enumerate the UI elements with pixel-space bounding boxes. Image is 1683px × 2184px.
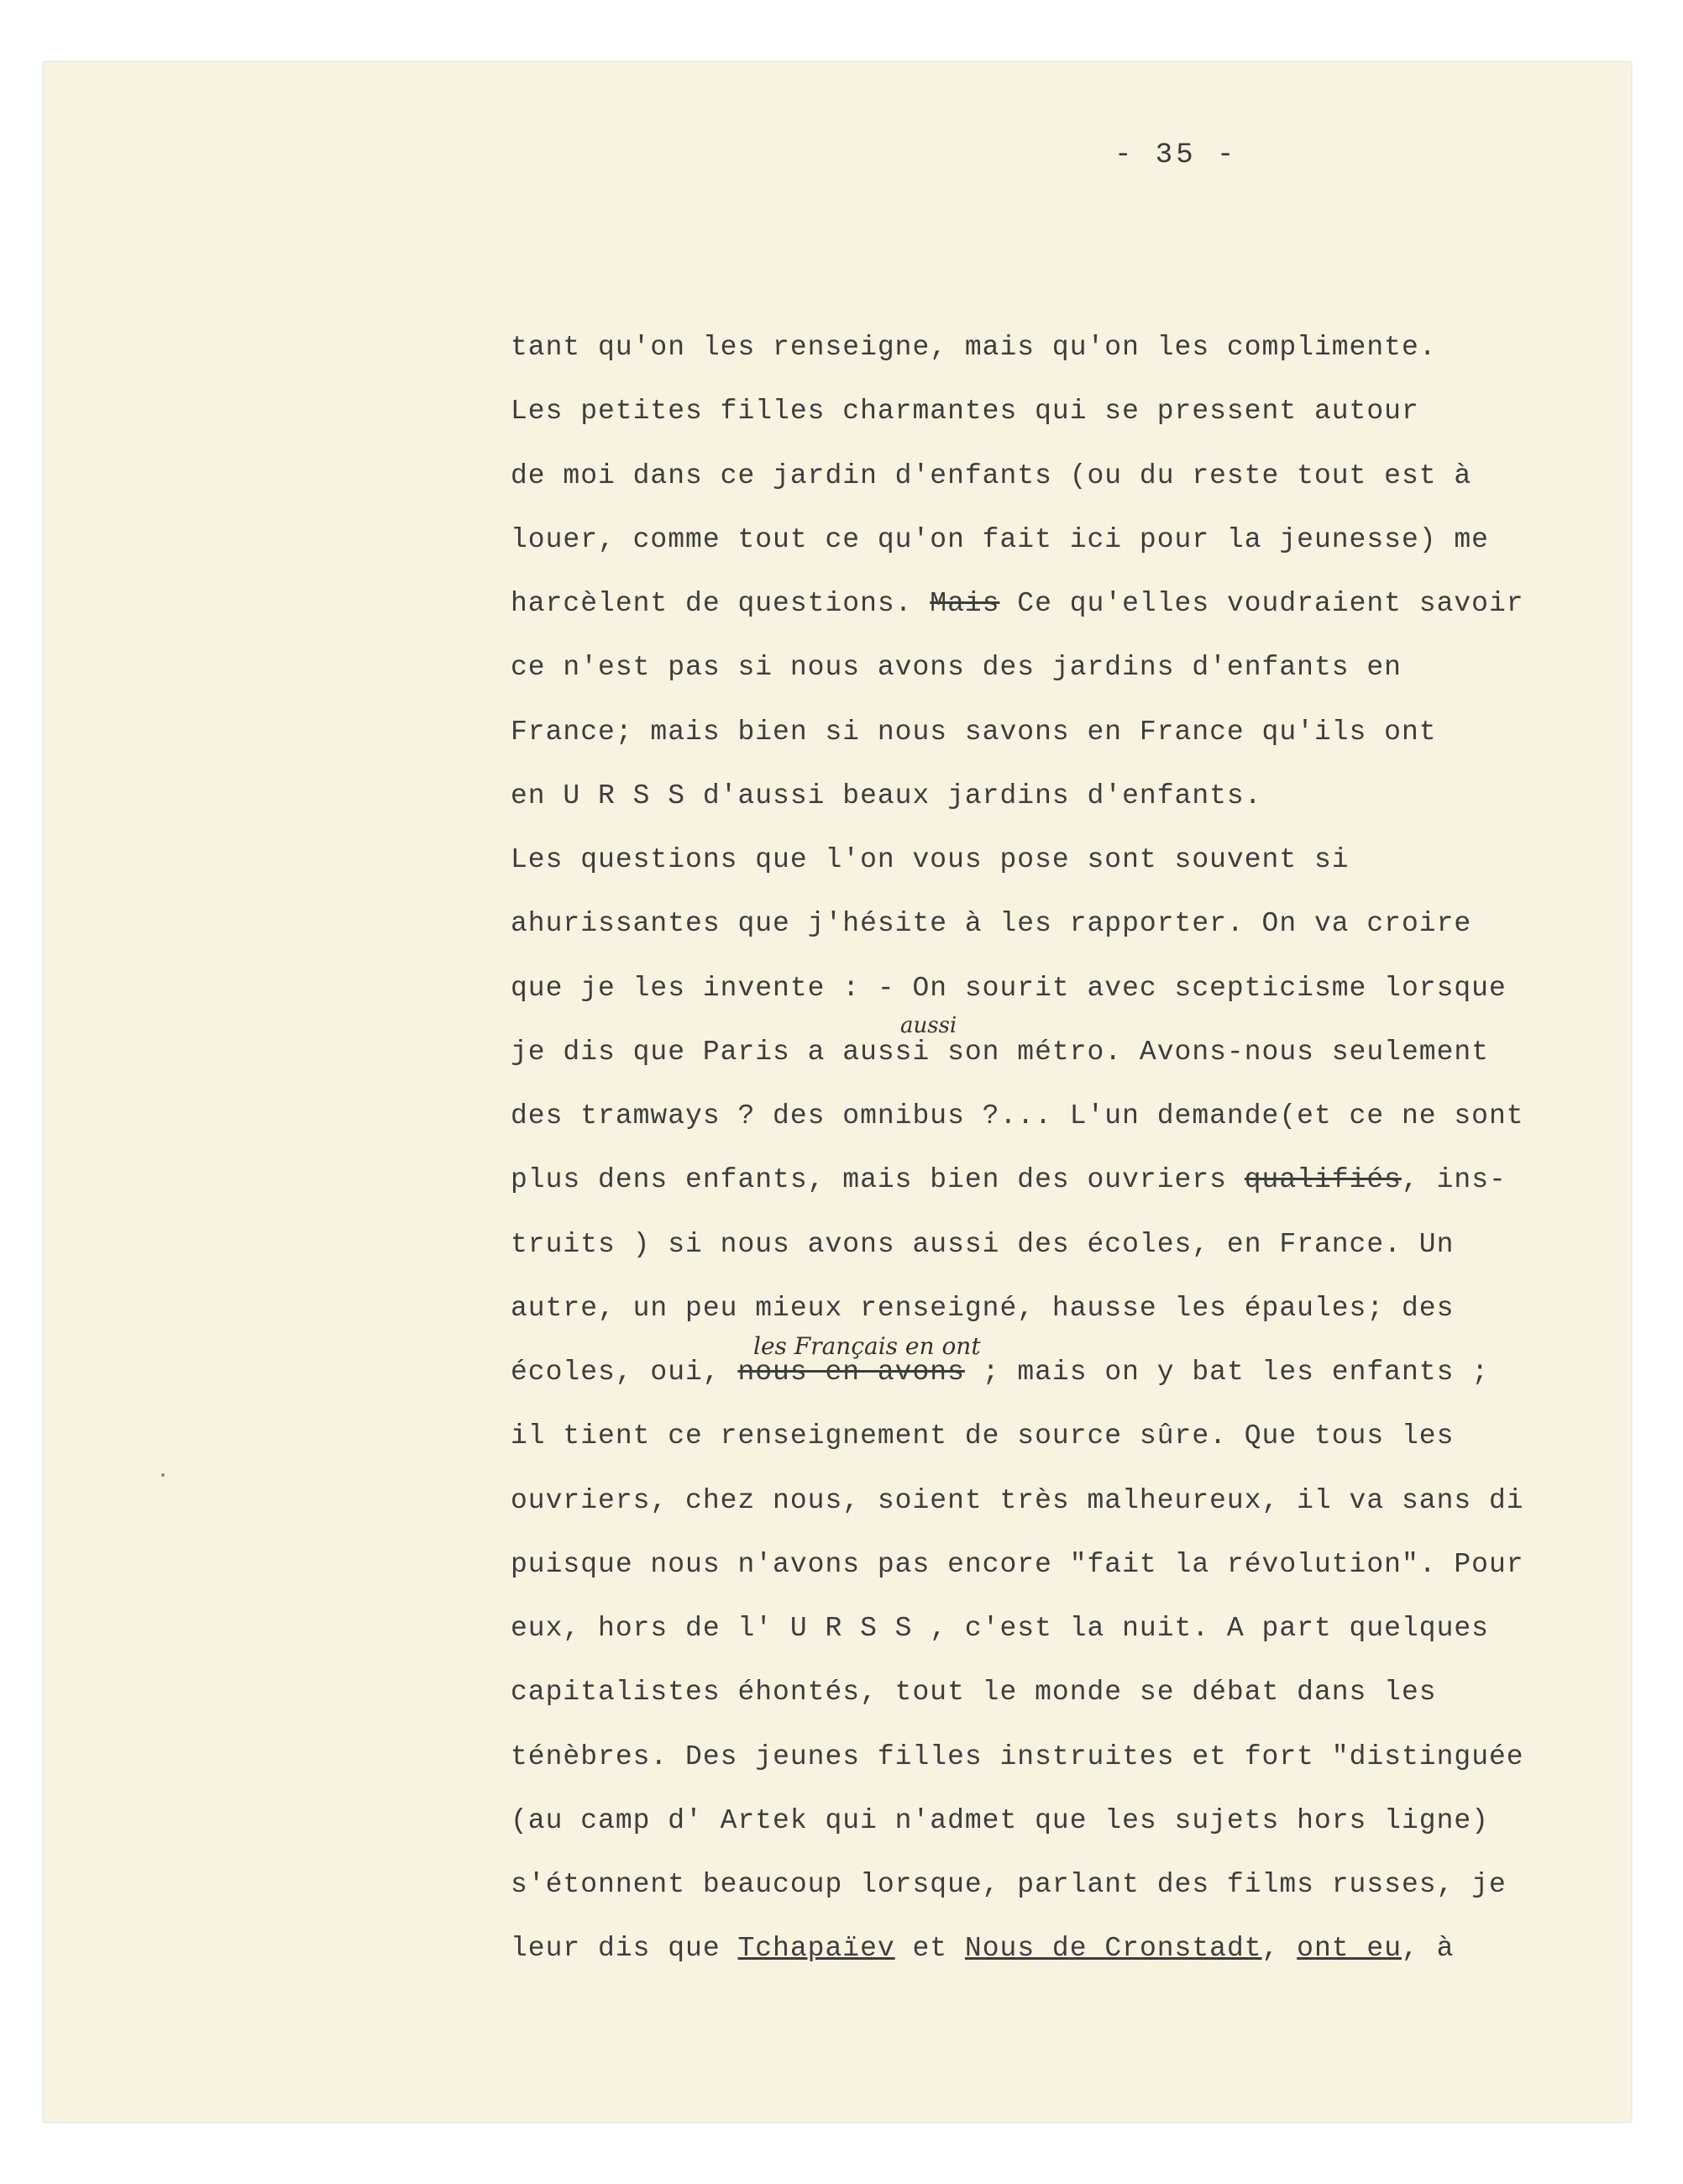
underlined-text: Tchapaïev — [737, 1933, 895, 1964]
handwritten-insert-les-francais: les Français en ont — [753, 1332, 981, 1360]
text-line — [511, 1740, 1524, 1774]
text-run: harcèlent de questions. — [511, 588, 931, 619]
text-line — [511, 1676, 1437, 1709]
text-line — [511, 1356, 1489, 1389]
text-run: Des jeunes filles instruites et fort "distinguée — [685, 1741, 1524, 1772]
text-run: écoles, oui, — [511, 1357, 738, 1388]
text-line — [511, 459, 1471, 493]
text-line — [511, 780, 1262, 813]
text-line — [511, 651, 1402, 685]
text-run: puisque nous n'avons pas encore "fait la révolution". Pour — [511, 1549, 1524, 1580]
text-run: autre, un peu mieux renseigné, hausse les épaules; des — [511, 1293, 1455, 1324]
text-line — [511, 1036, 1489, 1069]
text-run: des tramways ? des omnibus ?... L'un demande(et ce ne sont — [511, 1100, 1524, 1131]
text-run: et — [894, 1933, 965, 1964]
struck-text: qualifiés — [1244, 1164, 1402, 1195]
text-run: que je les invente : - On sourit avec scepticisme lorsque — [511, 973, 1507, 1004]
text-run: , — [1261, 1933, 1298, 1964]
page-number: - 35 - — [1114, 139, 1238, 171]
text-line — [511, 523, 1489, 557]
text-run: Les questions que l'on vous pose sont souvent si — [511, 844, 1350, 875]
text-run: je dis que Paris a aussi son métro. Avons-nous seulement — [511, 1037, 1489, 1068]
text-line — [511, 1804, 1489, 1838]
handwritten-insert-aussi: aussi — [900, 1013, 957, 1038]
text-line — [511, 843, 1350, 877]
text-run — [668, 1741, 685, 1772]
text-line — [511, 1420, 1454, 1453]
text-run: ; mais on y bat les enfants ; — [964, 1357, 1490, 1388]
text-line — [511, 1292, 1454, 1326]
text-line — [511, 1100, 1524, 1133]
text-line — [511, 1228, 1454, 1262]
text-run: ténèbres. — [511, 1741, 668, 1772]
text-line — [511, 1932, 1454, 1966]
text-run: France; mais bien si nous savons en France qu'ils ont — [511, 717, 1437, 748]
text-run: en U R S S d'aussi beaux jardins d'enfants. — [511, 780, 1262, 811]
text-line — [511, 907, 1471, 941]
underlined-text: ont eu — [1297, 1933, 1402, 1964]
underlined-text: Nous de Cronstadt — [964, 1933, 1262, 1964]
text-line — [511, 1868, 1507, 1902]
text-run: il tient ce renseignement de source sûre. Que tous les — [511, 1420, 1455, 1452]
struck-text: nous en avons — [737, 1357, 965, 1388]
text-line — [511, 1484, 1524, 1518]
text-line — [511, 587, 1524, 621]
text-run: capitalistes éhontés, tout le monde se débat dans les — [511, 1677, 1437, 1708]
struck-text: Mais — [930, 588, 1000, 619]
text-line — [511, 1612, 1489, 1646]
text-run: louer, comme tout ce qu'on fait ici pour la jeunesse) me — [511, 524, 1489, 555]
text-run: eux, hors de l' U R S S , c'est la nuit. A part quelques — [511, 1613, 1489, 1644]
text-run: de moi dans ce jardin d'enfants (ou du reste tout est à — [511, 460, 1472, 491]
text-run: Ce qu'elles voudraient savoir — [999, 588, 1524, 619]
text-run: Les petites filles charmantes qui se pressent autour — [511, 396, 1419, 427]
text-run: leur dis que — [511, 1933, 738, 1964]
text-run: ce n'est pas si nous avons des jardins d'enfants en — [511, 652, 1402, 683]
text-run: truits ) si nous avons aussi des écoles, en France. Un — [511, 1229, 1455, 1260]
text-line — [511, 331, 1437, 365]
text-run: ouvriers, chez nous, soient très malheureux, il va sans di — [511, 1485, 1524, 1516]
paper-speck — [161, 1473, 165, 1477]
text-run: , ins- — [1401, 1164, 1507, 1195]
text-run: plus dens enfants, mais bien des ouvriers — [511, 1164, 1245, 1195]
text-run: s'étonnent beaucoup lorsque, parlant des films russes, je — [511, 1869, 1507, 1900]
text-run: tant qu'on les renseigne, mais qu'on les complimente. — [511, 332, 1437, 363]
text-run: ahurissantes que j'hésite à les rapporter. On va croire — [511, 908, 1472, 939]
document-sheet — [44, 62, 1631, 2122]
text-line — [511, 972, 1507, 1005]
text-line — [511, 716, 1437, 749]
text-line — [511, 1548, 1524, 1582]
text-line — [511, 395, 1419, 428]
text-run: , à — [1402, 1933, 1455, 1964]
text-line — [511, 1163, 1507, 1197]
text-run: (au camp d' Artek qui n'admet que les sujets hors ligne) — [511, 1805, 1489, 1836]
